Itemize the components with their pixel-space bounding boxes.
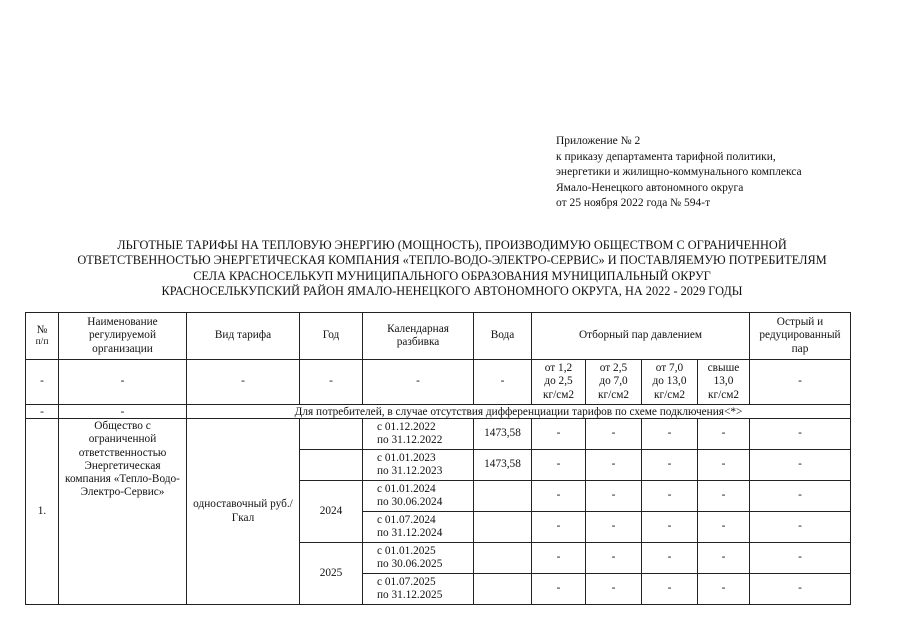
sharp-steam-value: - — [750, 419, 851, 450]
steam-col-header: от 1,2 до 2,5 кг/см2 — [532, 360, 586, 405]
title-line: КРАСНОСЕЛЬКУПСКИЙ РАЙОН ЯМАЛО-НЕНЕЦКОГО АВТОНОМНОГО ОКРУГА, НА 2022 - 2029 ГОДЫ — [161, 283, 743, 298]
steam-value: - — [642, 574, 698, 605]
header-water: Вода — [474, 313, 532, 360]
water-value — [474, 512, 532, 543]
sub-cell: - — [187, 360, 300, 405]
water-value — [474, 481, 532, 512]
appendix-note — [556, 134, 802, 212]
steam-value: - — [532, 512, 586, 543]
header-year: Год — [300, 313, 363, 360]
steam-value: - — [586, 574, 642, 605]
steam-value: - — [698, 512, 750, 543]
steam-value: - — [532, 574, 586, 605]
steam-value: - — [532, 450, 586, 481]
steam-value: - — [698, 543, 750, 574]
water-value — [474, 543, 532, 574]
steam-value: - — [642, 543, 698, 574]
period-cell: с 01.01.2023 по 31.12.2023 — [363, 450, 474, 481]
appendix-line: энергетики и жилищно-коммунального комплекса — [556, 166, 802, 179]
period-cell: с 01.07.2024 по 31.12.2024 — [363, 512, 474, 543]
steam-value: - — [586, 419, 642, 450]
period-cell: с 01.07.2025 по 31.12.2025 — [363, 574, 474, 605]
water-value: 1473,58 — [474, 419, 532, 450]
steam-value: - — [532, 481, 586, 512]
document-title — [22, 238, 882, 299]
water-value — [474, 574, 532, 605]
steam-value: - — [586, 481, 642, 512]
sub-cell: - — [59, 360, 187, 405]
steam-value: - — [642, 512, 698, 543]
sub-cell: - — [300, 360, 363, 405]
steam-value: - — [642, 450, 698, 481]
row-number: 1. — [26, 419, 59, 605]
steam-value: - — [698, 574, 750, 605]
period-cell: с 01.01.2025 по 30.06.2025 — [363, 543, 474, 574]
header-organization: Наименование регулируемой организации — [59, 313, 187, 360]
sharp-steam-value: - — [750, 450, 851, 481]
steam-value: - — [642, 481, 698, 512]
header-sharp-steam: Острый и редуцированный пар — [750, 313, 851, 360]
tariff-table — [25, 312, 851, 605]
note-row: Для потребителей, в случае отсутствия дифференциации тарифов по схеме подключения<*> — [187, 405, 851, 419]
steam-col-header: от 7,0 до 13,0 кг/см2 — [642, 360, 698, 405]
steam-value: - — [642, 419, 698, 450]
steam-value: - — [586, 450, 642, 481]
note-cell: - — [59, 405, 187, 419]
steam-col-header: от 2,5 до 7,0 кг/см2 — [586, 360, 642, 405]
period-cell: с 01.12.2022 по 31.12.2022 — [363, 419, 474, 450]
period-cell: с 01.01.2024 по 30.06.2024 — [363, 481, 474, 512]
sub-cell: - — [26, 360, 59, 405]
sub-cell: - — [363, 360, 474, 405]
title-line: ЛЬГОТНЫЕ ТАРИФЫ НА ТЕПЛОВУЮ ЭНЕРГИЮ (МОЩНОСТЬ), ПРОИЗВОДИМУЮ ОБЩЕСТВОМ С ОГРАНИЧЕННОЙ — [117, 238, 787, 252]
organization-name: Общество с ограниченной ответственностью Энергетическая компания «Тепло-Водо-Электро-Сервис» — [59, 419, 187, 605]
year-cell — [300, 450, 363, 481]
steam-value: - — [532, 419, 586, 450]
steam-col-header: свыше 13,0 кг/см2 — [698, 360, 750, 405]
header-tariff-type: Вид тарифа — [187, 313, 300, 360]
appendix-line: Ямало-Ненецкого автономного округа — [556, 181, 744, 194]
steam-value: - — [586, 543, 642, 574]
appendix-line: от 25 ноября 2022 года № 594-т — [556, 197, 711, 210]
sub-cell: - — [750, 360, 851, 405]
steam-value: - — [698, 481, 750, 512]
steam-value: - — [532, 543, 586, 574]
sharp-steam-value: - — [750, 512, 851, 543]
steam-value: - — [698, 419, 750, 450]
sharp-steam-value: - — [750, 481, 851, 512]
appendix-line: Приложение № 2 — [556, 135, 641, 147]
sub-cell: - — [474, 360, 532, 405]
year-cell — [300, 419, 363, 450]
year-cell: 2025 — [300, 543, 363, 605]
title-line: СЕЛА КРАСНОСЕЛЬКУП МУНИЦИПАЛЬНОГО ОБРАЗОВАНИЯ МУНИЦИПАЛЬНЫЙ ОКРУГ — [193, 268, 711, 283]
header-steam: Отборный пар давлением — [532, 313, 750, 360]
steam-value: - — [586, 512, 642, 543]
header-number: № п/п — [26, 313, 59, 360]
title-line: ОТВЕТСТВЕННОСТЬЮ ЭНЕРГЕТИЧЕСКАЯ КОМПАНИЯ «ТЕПЛО-ВОДО-ЭЛЕКТРО-СЕРВИС» И ПОСТАВЛЯЕМУЮ ПОТРЕБИТЕЛЯМ — [77, 253, 827, 268]
note-cell: - — [26, 405, 59, 419]
sharp-steam-value: - — [750, 574, 851, 605]
steam-value: - — [698, 450, 750, 481]
water-value: 1473,58 — [474, 450, 532, 481]
tariff-type: одноставочный руб./Гкал — [187, 419, 300, 605]
appendix-line: к приказу департамента тарифной политики, — [556, 150, 776, 163]
year-cell: 2024 — [300, 481, 363, 543]
sharp-steam-value: - — [750, 543, 851, 574]
header-calendar: Календарная разбивка — [363, 313, 474, 360]
